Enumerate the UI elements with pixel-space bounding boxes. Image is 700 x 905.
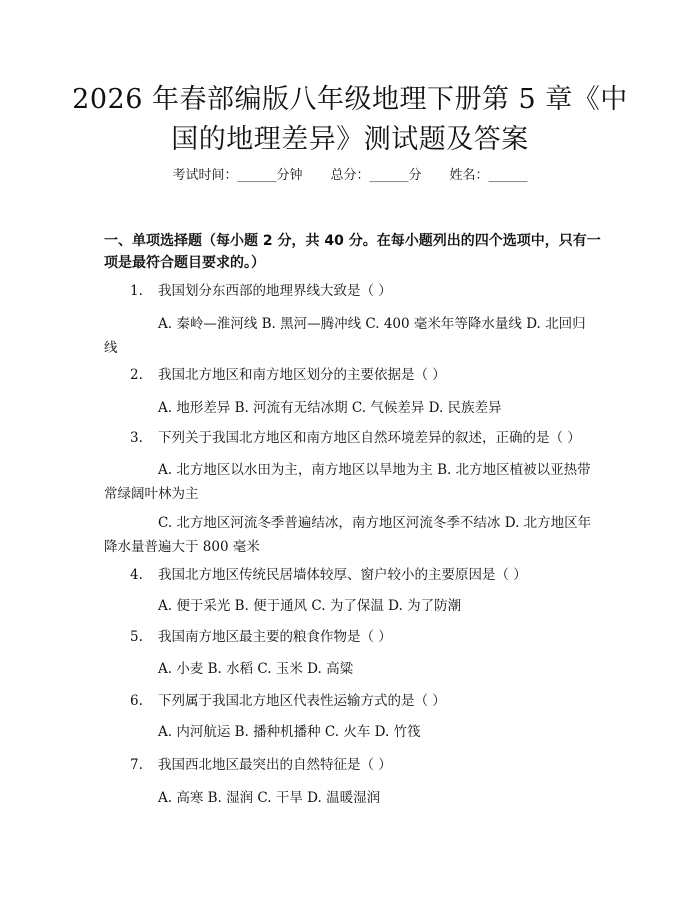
question-number: 2. xyxy=(130,367,143,383)
question-5-options: A. 小麦 B. 水稻 C. 玉米 D. 高粱 xyxy=(158,661,354,677)
total-score-label: 总分：______分 xyxy=(330,168,422,183)
question-5 xyxy=(130,627,600,647)
question-7-options: A. 高寒 B. 湿润 C. 干旱 D. 温暖湿润 xyxy=(158,790,381,806)
question-number: 7. xyxy=(130,757,143,773)
question-3 xyxy=(130,428,600,448)
question-2-options: A. 地形差异 B. 河流有无结冰期 C. 气候差异 D. 民族差异 xyxy=(158,400,502,416)
question-1-options: A. 秦岭—淮河线 B. 黑河—腾冲线 C. 400 毫米年等降水量线 D. 北回归线 xyxy=(104,316,586,356)
question-number: 6. xyxy=(130,693,143,709)
question-number: 5. xyxy=(130,629,143,645)
section-heading-single-choice: 一、单项选择题（每小题 2 分，共 40 分。在每小题列出的四个选项中，只有一项是最符合题目要求的。） xyxy=(104,233,601,271)
question-3-options-ab: A. 北方地区以水田为主，南方地区以旱地为主 B. 北方地区植被以亚热带常绿阔叶林为主 xyxy=(104,462,591,502)
question-3-options-cd: C. 北方地区河流冬季普遍结冰，南方地区河流冬季不结冰 D. 北方地区年降水量普遍大于 800 毫米 xyxy=(104,515,592,555)
question-6-options: A. 内河航运 B. 播种机播种 C. 火车 D. 竹筏 xyxy=(158,724,421,740)
question-7 xyxy=(130,755,600,775)
question-text: 下列关于我国北方地区和南方地区自然环境差异的叙述，正确的是（ ） xyxy=(158,430,581,446)
question-text: 我国南方地区最主要的粮食作物是（ ） xyxy=(158,629,392,645)
question-text: 我国北方地区传统民居墙体较厚、窗户较小的主要原因是（ ） xyxy=(158,567,527,583)
question-number: 1. xyxy=(130,283,143,299)
question-1 xyxy=(130,281,600,301)
question-text: 我国西北地区最突出的自然特征是（ ） xyxy=(158,757,392,773)
exam-info-line xyxy=(0,166,700,186)
question-4 xyxy=(130,565,600,585)
question-number: 3. xyxy=(130,430,143,446)
question-text: 我国北方地区和南方地区划分的主要依据是（ ） xyxy=(158,367,446,383)
question-number: 4. xyxy=(130,567,143,583)
question-text: 我国划分东西部的地理界线大致是（ ） xyxy=(158,283,392,299)
question-2 xyxy=(130,365,600,385)
exam-time-label: 考试时间：______分钟 xyxy=(172,168,303,183)
question-text: 下列属于我国北方地区代表性运输方式的是（ ） xyxy=(158,693,446,709)
question-4-options: A. 便于采光 B. 便于通风 C. 为了保温 D. 为了防潮 xyxy=(158,598,462,614)
document-title: 2026 年春部编版八年级地理下册第 5 章《中国的地理差异》测试题及答案 xyxy=(72,84,628,155)
question-6 xyxy=(130,691,600,711)
student-name-label: 姓名：______ xyxy=(449,168,528,183)
